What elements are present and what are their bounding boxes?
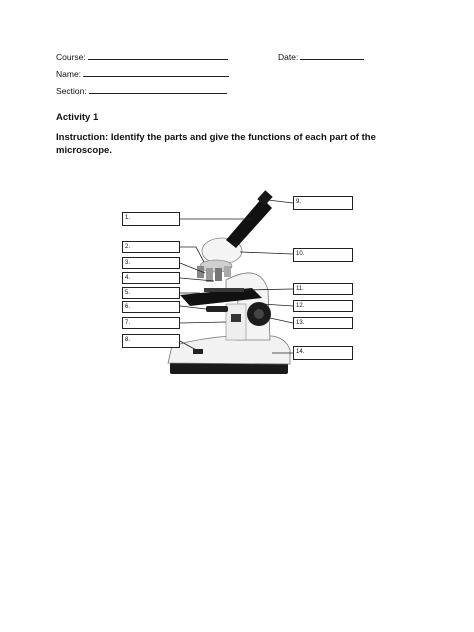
label-number: 10.: [296, 251, 305, 257]
label-box-4[interactable]: [122, 272, 180, 284]
section-label: Section:: [56, 86, 87, 96]
objective-lens-2: [206, 268, 213, 282]
stage-clips: [204, 288, 244, 292]
label-box-12[interactable]: [293, 300, 353, 312]
label-number: 1.: [125, 215, 131, 221]
fine-focus-knob: [254, 309, 264, 319]
condenser: [206, 306, 228, 312]
label-box-14[interactable]: [293, 346, 353, 360]
label-box-2[interactable]: [122, 241, 180, 253]
label-box-9[interactable]: [293, 196, 353, 210]
label-box-7[interactable]: [122, 317, 180, 329]
label-number: 7.: [125, 320, 131, 326]
objective-lens-3: [215, 268, 222, 281]
label-box-5[interactable]: [122, 287, 180, 299]
label-number: 9.: [296, 199, 302, 205]
label-number: 13.: [296, 320, 305, 326]
name-label: Name:: [56, 69, 82, 79]
illuminator-lens: [231, 314, 241, 322]
objective-lens-4: [224, 266, 231, 277]
label-number: 12.: [296, 303, 305, 309]
label-number: 8.: [125, 337, 131, 343]
base-switch: [193, 349, 203, 354]
instruction-text: Instruction: Identify the parts and give the functions of each part of the microscope.: [56, 132, 376, 156]
label-number: 2.: [125, 244, 131, 250]
eyepiece-tube: [226, 198, 272, 248]
label-box-1[interactable]: [122, 212, 180, 226]
label-box-13[interactable]: [293, 317, 353, 329]
label-number: 5.: [125, 290, 131, 296]
label-number: 6.: [125, 304, 131, 310]
label-box-3[interactable]: [122, 257, 180, 269]
label-box-10[interactable]: [293, 248, 353, 262]
label-box-8[interactable]: [122, 334, 180, 348]
label-number: 14.: [296, 349, 305, 355]
course-label: Course:: [56, 52, 86, 62]
activity-title: Activity 1: [56, 112, 99, 123]
label-number: 3.: [125, 260, 131, 266]
label-number: 11.: [296, 286, 304, 292]
label-number: 4.: [125, 275, 131, 281]
label-box-11[interactable]: [293, 283, 353, 295]
date-label: Date:: [278, 52, 299, 62]
label-box-6[interactable]: [122, 301, 180, 313]
